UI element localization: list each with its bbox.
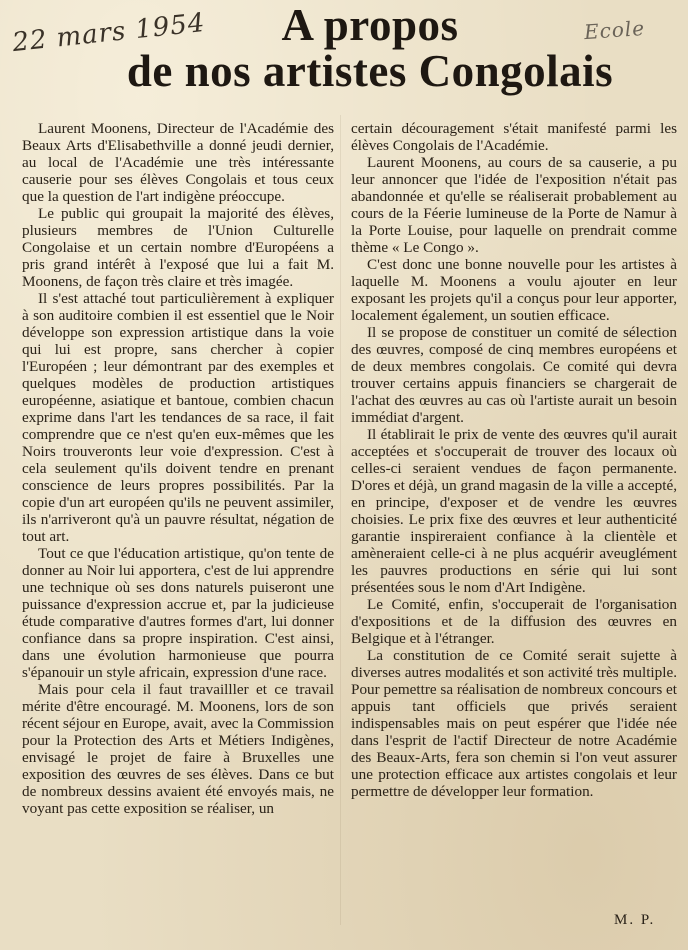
handwritten-date: 22 mars 1954	[10, 7, 207, 59]
left-paragraph-2: Le public qui groupait la majorité des élèves, plusieurs membres de l'Union Culturelle Congolaise et un certain nombre d'Européens a pris grand intérêt à l'exposé que lui a fait M. Moonens, de façon très claire et très imagée.	[22, 205, 334, 290]
right-paragraph-4: Il établirait le prix de vente des œuvres qu'il aurait acceptées et s'occuperait de trouver des locaux où celles-ci seraient vendues de façon permanente. D'ores et déjà, un grand magasin de la ville a accepté, en principe, d'exposer et de vendre les œuvres choisies. Le prix fixe des œuvres et leur authenticité garantie inspireraient confiance à la clientèle et amèneraient celle-ci à ne plus acquérir aveuglément les pauvres productions en série qui lui sont présentées sous le nom d'Art Indigène.	[351, 426, 677, 596]
article-headline	[60, 2, 680, 94]
headline-line-1: A propos	[281, 0, 459, 50]
author-signature: M. P.	[614, 912, 656, 928]
right-continuation: certain découragement s'était manifesté parmi les élèves Congolais de l'Académie.	[351, 120, 677, 154]
left-paragraph-1: Laurent Moonens, Directeur de l'Académie des Beaux Arts d'Elisabethville a donné jeudi dernier, au local de l'Académie une très intéressante causerie pour ses élèves Congolais et tous ceux que la question de l'art indigène préoccupe.	[22, 120, 334, 205]
left-column	[22, 120, 334, 817]
left-paragraph-5: Mais pour cela il faut travailller et ce travail mérite d'être encouragé. M. Moonens, lors de son récent séjour en Europe, avait, avec la Commission pour la Protection des Arts et Métiers Indigènes, envisagé le projet de faire à Bruxelles une exposition des œuvres de ses élèves. Dans ce but de nombreux dessins avaient été envoyés mais, ne voyant pas cette exposition se réaliser, un	[22, 681, 334, 817]
right-column	[351, 120, 677, 800]
headline-line-2: de nos artistes Congolais	[126, 46, 614, 96]
right-paragraph-2: C'est donc une bonne nouvelle pour les artistes à laquelle M. Moonens a voulu ajouter en leur exposant les projets qu'il a conçus pour leur apporter, localement également, un soutien efficace.	[351, 256, 677, 324]
left-paragraph-3: Il s'est attaché tout particulièrement à expliquer à son auditoire combien il est essentiel que le Noir développe son expression artistique dans la voie qui lui est propre, sans chercher à copier l'Européen ; leur démontrant par des exemples et quelques modèles de production artistiques européenne, asiatique et bantoue, combien chacun exprime dans l'art les tendances de sa race, il fait comprendre que ce n'est qu'en eux-mêmes que les Noirs trouveronts leur voie d'expression. C'est à cela seulement qu'ils doivent tendre en prenant conscience de leurs propres possibilités. Par la copie d'un art européen qu'ils ne peuvent assimiler, ils n'arriveront qu'à un pauvre résultat, négation de tout art.	[22, 290, 334, 545]
right-paragraph-6: La constitution de ce Comité serait sujette à diverses autres modalités et son activité très multiple. Pour pemettre sa réalisation de nombreux concours et appuis tant officiels que privés seraient indispensables mais on peut espérer que l'idée née dans l'esprit de l'actif Directeur de notre Académie des Beaux-Arts, fera son chemin si l'on veut assurer une protection efficace aux artistes congolais et leur permettre de développer leur formation.	[351, 647, 678, 800]
column-divider	[340, 115, 341, 925]
left-paragraph-4: Tout ce que l'éducation artistique, qu'on tente de donner au Noir lui apportera, c'est de lui apprendre une technique où ses dons naturels puiseront une puissance d'expression accrue et, par la judicieuse étude comparative d'autres formes d'art, lui donner confiance dans sa propre inspiration. C'est ainsi, dans une évolution harmonieuse que pourra s'épanouir un style africain, expression d'une race.	[22, 545, 334, 681]
right-paragraph-5: Le Comité, enfin, s'occuperait de l'organisation d'expositions et de la diffusion des œuvres en Belgique et à l'étranger.	[351, 596, 677, 647]
handwritten-ecole-note: Ecole	[583, 15, 646, 45]
right-paragraph-1: Laurent Moonens, au cours de sa causerie, a pu leur annoncer que l'idée de l'exposition n'était pas abandonnée et qu'elle se réaliserait probablement au cours de la Féerie lumineuse de la Porte de Namur à la Porte Louise, pour laquelle on prendrait comme thème « Le Congo ».	[351, 154, 677, 256]
right-paragraph-3: Il se propose de constituer un comité de sélection des œuvres, composé de cinq membres européens et de deux membres congolais. Ce comité qui devra trouver certains appuis financiers se chargerait de l'achat des œuvres au cas où l'artiste aurait un besoin immédiat d'argent.	[351, 324, 677, 426]
